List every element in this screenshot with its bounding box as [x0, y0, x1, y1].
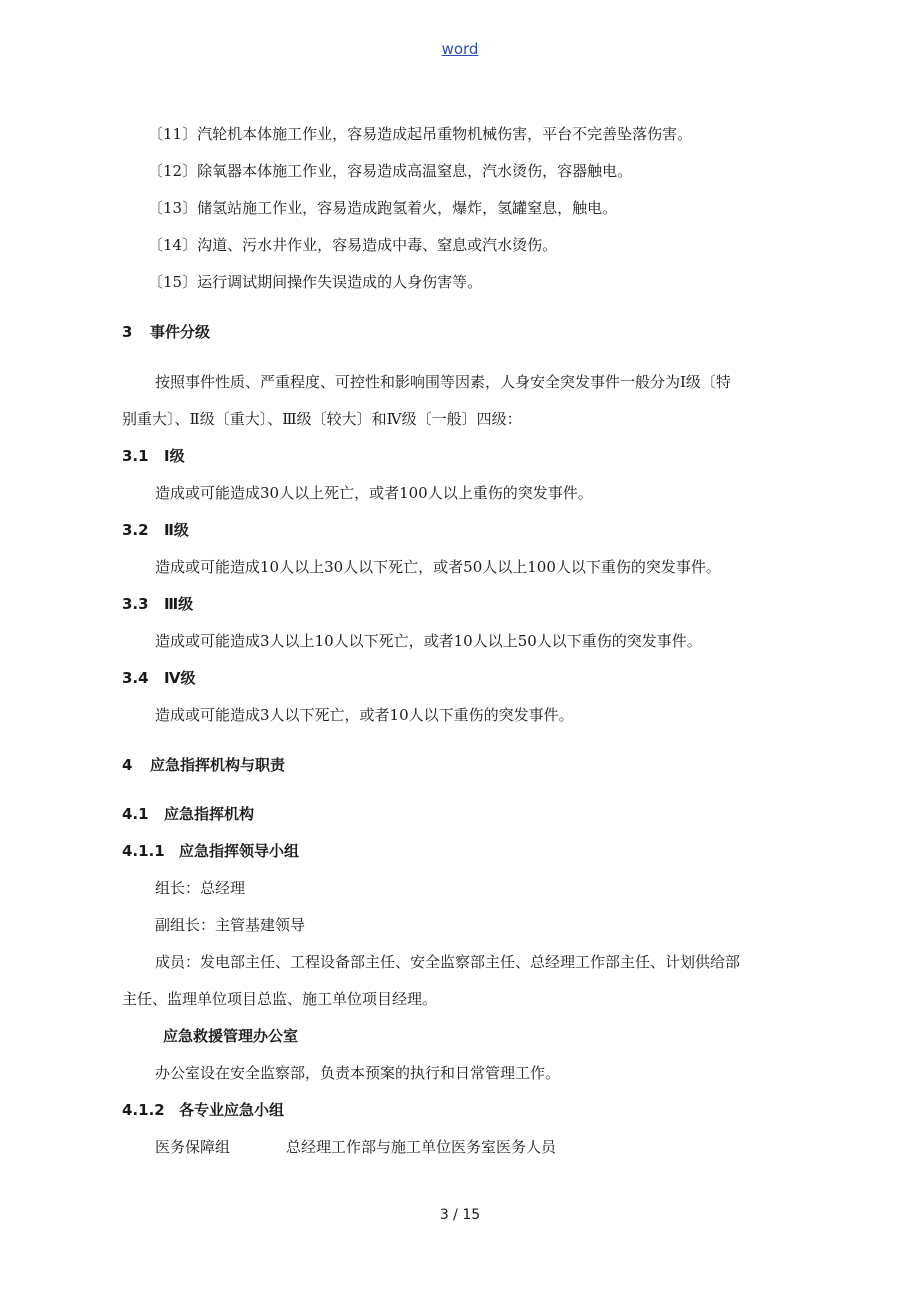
subsection-heading	[122, 594, 193, 614]
section-heading	[122, 755, 285, 775]
subsection-heading	[122, 520, 189, 540]
subsection-title: Ⅱ级	[164, 521, 189, 539]
subsubsection-heading	[122, 1100, 284, 1120]
subsection-title: Ⅳ级	[164, 669, 196, 687]
section-title: 事件分级	[150, 323, 211, 341]
row-value: 总经理工作部与施工单位医务室医务人员	[286, 1138, 557, 1156]
subsection-title: Ⅰ级	[164, 447, 185, 465]
paragraph-line: 别重大〕、Ⅱ级〔重大〕、Ⅲ级〔较大〕和Ⅳ级〔一般〕四级：	[122, 410, 522, 428]
subsubsection-title: 应急指挥领导小组	[179, 842, 300, 860]
list-item: 〔14〕沟道、污水井作业，容易造成中毒、窒息或汽水烫伤。	[148, 236, 558, 254]
list-item: 〔15〕运行调试期间操作失误造成的人身伤害等。	[148, 273, 483, 291]
section-heading	[122, 322, 210, 342]
subsection-title: 应急指挥机构	[164, 805, 255, 823]
subsubsection-title: 各专业应急小组	[179, 1101, 285, 1119]
section-title: 应急指挥机构与职责	[150, 756, 286, 774]
subsection-number: 3.3	[122, 595, 149, 613]
paragraph-line: 造成或可能造成10人以上30人以下死亡，或者50人以上100人以下重伤的突发事件。	[155, 558, 721, 576]
members-line: 成员：发电部主任、工程设备部主任、安全监察部主任、总经理工作部主任、计划供给部	[155, 953, 741, 971]
paragraph-line: 按照事件性质、严重程度、可控性和影响围等因素，人身安全突发事件一般分为Ⅰ级〔特	[155, 373, 731, 391]
section-number: 3	[122, 323, 133, 341]
office-heading: 应急救援管理办公室	[163, 1027, 299, 1045]
paragraph-line: 造成或可能造成3人以上10人以下死亡，或者10人以上50人以下重伤的突发事件。	[155, 632, 702, 650]
subsection-number: 3.2	[122, 521, 149, 539]
subsection-number: 3.4	[122, 669, 149, 687]
leader-line: 组长：总经理	[155, 879, 246, 897]
section-number: 4	[122, 756, 133, 774]
list-item: 〔11〕汽轮机本体施工作业，容易造成起吊重物机械伤害，平台不完善坠落伤害。	[148, 125, 693, 143]
subsubsection-number: 4.1.2	[122, 1101, 165, 1119]
deputy-line: 副组长：主管基建领导	[155, 916, 306, 934]
subsubsection-heading	[122, 841, 299, 861]
header-word-link[interactable]: word	[441, 40, 479, 58]
subsection-heading	[122, 804, 254, 824]
row-label: 医务保障组	[155, 1138, 231, 1156]
paragraph-line: 造成或可能造成3人以下死亡，或者10人以下重伤的突发事件。	[155, 706, 574, 724]
table-row	[155, 1137, 556, 1157]
subsection-title: Ⅲ级	[164, 595, 194, 613]
subsubsection-number: 4.1.1	[122, 842, 165, 860]
list-item: 〔13〕储氢站施工作业，容易造成跑氢着火，爆炸，氢罐窒息，触电。	[148, 199, 618, 217]
paragraph-line: 造成或可能造成30人以上死亡，或者100人以上重伤的突发事件。	[155, 484, 593, 502]
office-text: 办公室设在安全监察部，负责本预案的执行和日常管理工作。	[155, 1064, 561, 1082]
subsection-heading	[122, 446, 185, 466]
subsection-number: 4.1	[122, 805, 149, 823]
subsection-heading	[122, 668, 195, 688]
subsection-number: 3.1	[122, 447, 149, 465]
members-line: 主任、监理单位项目总监、施工单位项目经理。	[122, 990, 438, 1008]
page-indicator: 3 / 15	[439, 1207, 481, 1223]
list-item: 〔12〕除氧器本体施工作业，容易造成高温窒息，汽水烫伤，容器触电。	[148, 162, 633, 180]
